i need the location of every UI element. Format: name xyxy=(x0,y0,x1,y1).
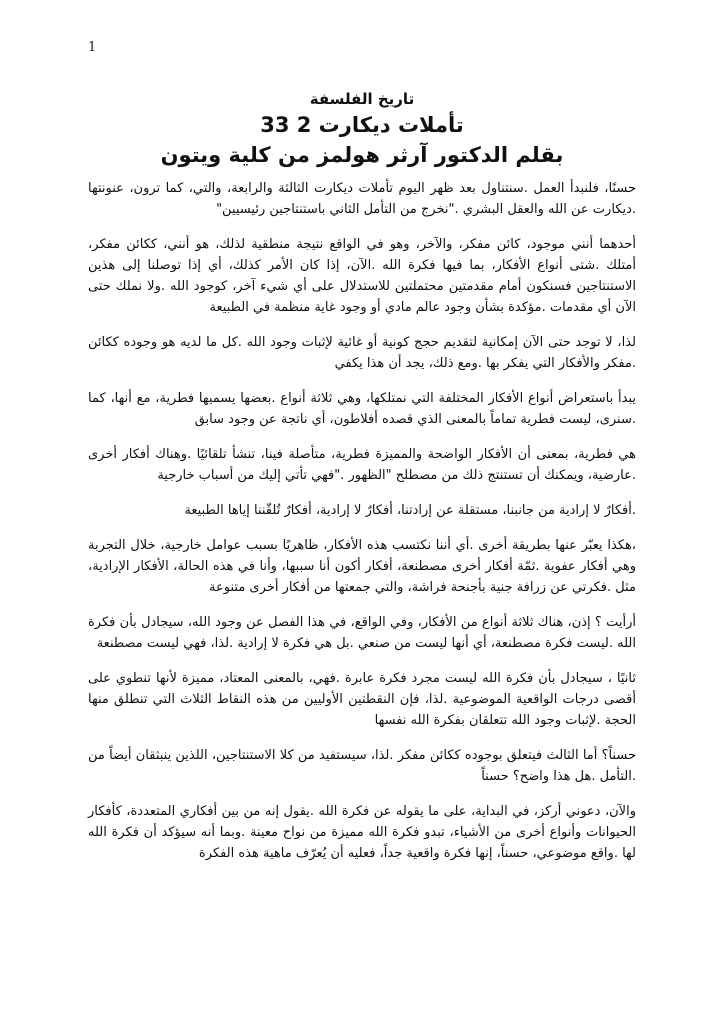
course-title: تاريخ الفلسفة xyxy=(309,90,415,108)
paragraph-11: والآن، دعوني أركز، في البداية، على ما يقوله عن فكرة الله .يقول إنه من بين أفكاري المتعددة، كأفكار الحيوانات وأنواع أخرى من الأشياء، تبدو فكرة الله مميزة من نواح معينة .وبما أنه سيؤكد أن فكرة الله لها .واقع موضوعي، حسناً، إنها فكرة واقعية جداً، فعليه أن يُعرّف ماهية هذه الفكرة xyxy=(88,804,636,861)
paragraph-10: حسناً؟ أما الثالث فيتعلق بوجوده ككائن مفكر .لذا، سيستفيد من كلا الاستنتاجين، اللذين ينبثقان أيضاً من .التأمل .هل هذا واضح؟ حسناً xyxy=(88,748,636,784)
lecture-title: تأملات ديكارت 2 33 xyxy=(260,113,464,137)
page-number: 1 xyxy=(88,40,97,55)
paragraph-1: حسنًا، فلنبدأ العمل .سنتناول بعد ظهر اليوم تأملات ديكارت الثالثة والرابعة، والتي، كما ترون، عنونتها .ديكارت عن الله والعقل البشري ."نخرج من التأمل الثاني باستنتاجين رئيسيين" xyxy=(88,181,636,217)
paragraph-2: أحدهما أنني موجود، كائن مفكر، والآخر، وهو في الواقع نتيجة منطقية لذلك، هو أنني، ككائن مفكر، أمتلك .شتى أنواع الأفكار، بما فيها فكرة الله .الآن، إذا كان الأمر كذلك، أي إذا توصلنا إلى هذين الاستنتاجين فسنكون أمام مقدمتين محتملتين للاستدلال على أي شيء آخر، كوجود الله .ولا نملك حتى الآن أي مقدمات .مؤكدة بشأن وجود عالم مادي أو وجود غاية منظمة في الطبيعة xyxy=(88,237,636,315)
paragraph-8: أرأيت ؟ إذن، هناك ثلاثة أنواع من الأفكار، وفي الواقع، في هذا الفصل عن وجود الله، سيجادل بأن فكرة الله .ليست فكرة مصطنعة، أي أنها ليست من صنعي .بل هي فكرة لا إرادية .لذا، فهي ليست مصطنعة xyxy=(88,615,636,651)
document-body xyxy=(88,178,636,878)
paragraph-5: هي فطرية، بمعنى أن الأفكار الواضحة والمميزة فطرية، متأصلة فينا، تنشأ تلقائيًا .وهناك أفكار أخرى .عارضية، ويمكنك أن تستنتج ذلك من مصطلح "الظهور ."فهي تأتي إليك من أسباب خارجية xyxy=(88,447,636,483)
paragraph-6: .أفكارٌ لا إرادية من جانبنا، مستقلة عن إرادتنا، أفكارٌ لا إرادية، أفكارٌ تُلقّننا إياها الطبيعة xyxy=(184,503,636,518)
author-byline: بقلم الدكتور آرثر هولمز من كلية ويتون xyxy=(160,143,564,167)
document-header xyxy=(0,88,724,170)
paragraph-4: يبدأ باستعراض أنواع الأفكار المختلفة التي نمتلكها، وهي ثلاثة أنواع .بعضها يسميها فطرية، مع أنها، كما .سنرى، ليست فطرية تماماً بالمعنى الذي قصده أفلاطون، أي ناتجة عن وجود سابق xyxy=(88,391,636,427)
paragraph-7: ،هكذا يعبّر عنها بطريقة أخرى .أي أننا نكتسب هذه الأفكار، ظاهريًا بسبب عوامل خارجية، خلال التجربة وهي أفكار عفوية .ثمّة أفكار أخرى مصطنعة، أفكار أكون أنا سببها، وأنا في هذه الحالة، الأفكار الإرادية، مثل .فكرتي عن زرافة جنية بأجنحة فراشة، والتي جمعتها من أفكار أخرى متنوعة xyxy=(88,538,636,595)
paragraph-9: ثانيًا ، سيجادل بأن فكرة الله ليست مجرد فكرة عابرة .فهي، بالمعنى المعتاد، مميزة لأنها تنطوي على أقصى درجات الواقعية الموضوعية .لذا، فإن النقطتين الأوليين من هذه النقاط الثلاث التي تنطلق منها الحجة .لإثبات وجود الله تتعلقان بفكرة الله نفسها xyxy=(88,671,636,728)
paragraph-3: لذا، لا توجد حتى الآن إمكانية لتقديم حجج كونية أو غائية لإثبات وجود الله .كل ما لديه هو وجوده ككائن .مفكر والأفكار التي يفكر بها .ومع ذلك، يجد أن هذا يكفي xyxy=(88,335,636,371)
